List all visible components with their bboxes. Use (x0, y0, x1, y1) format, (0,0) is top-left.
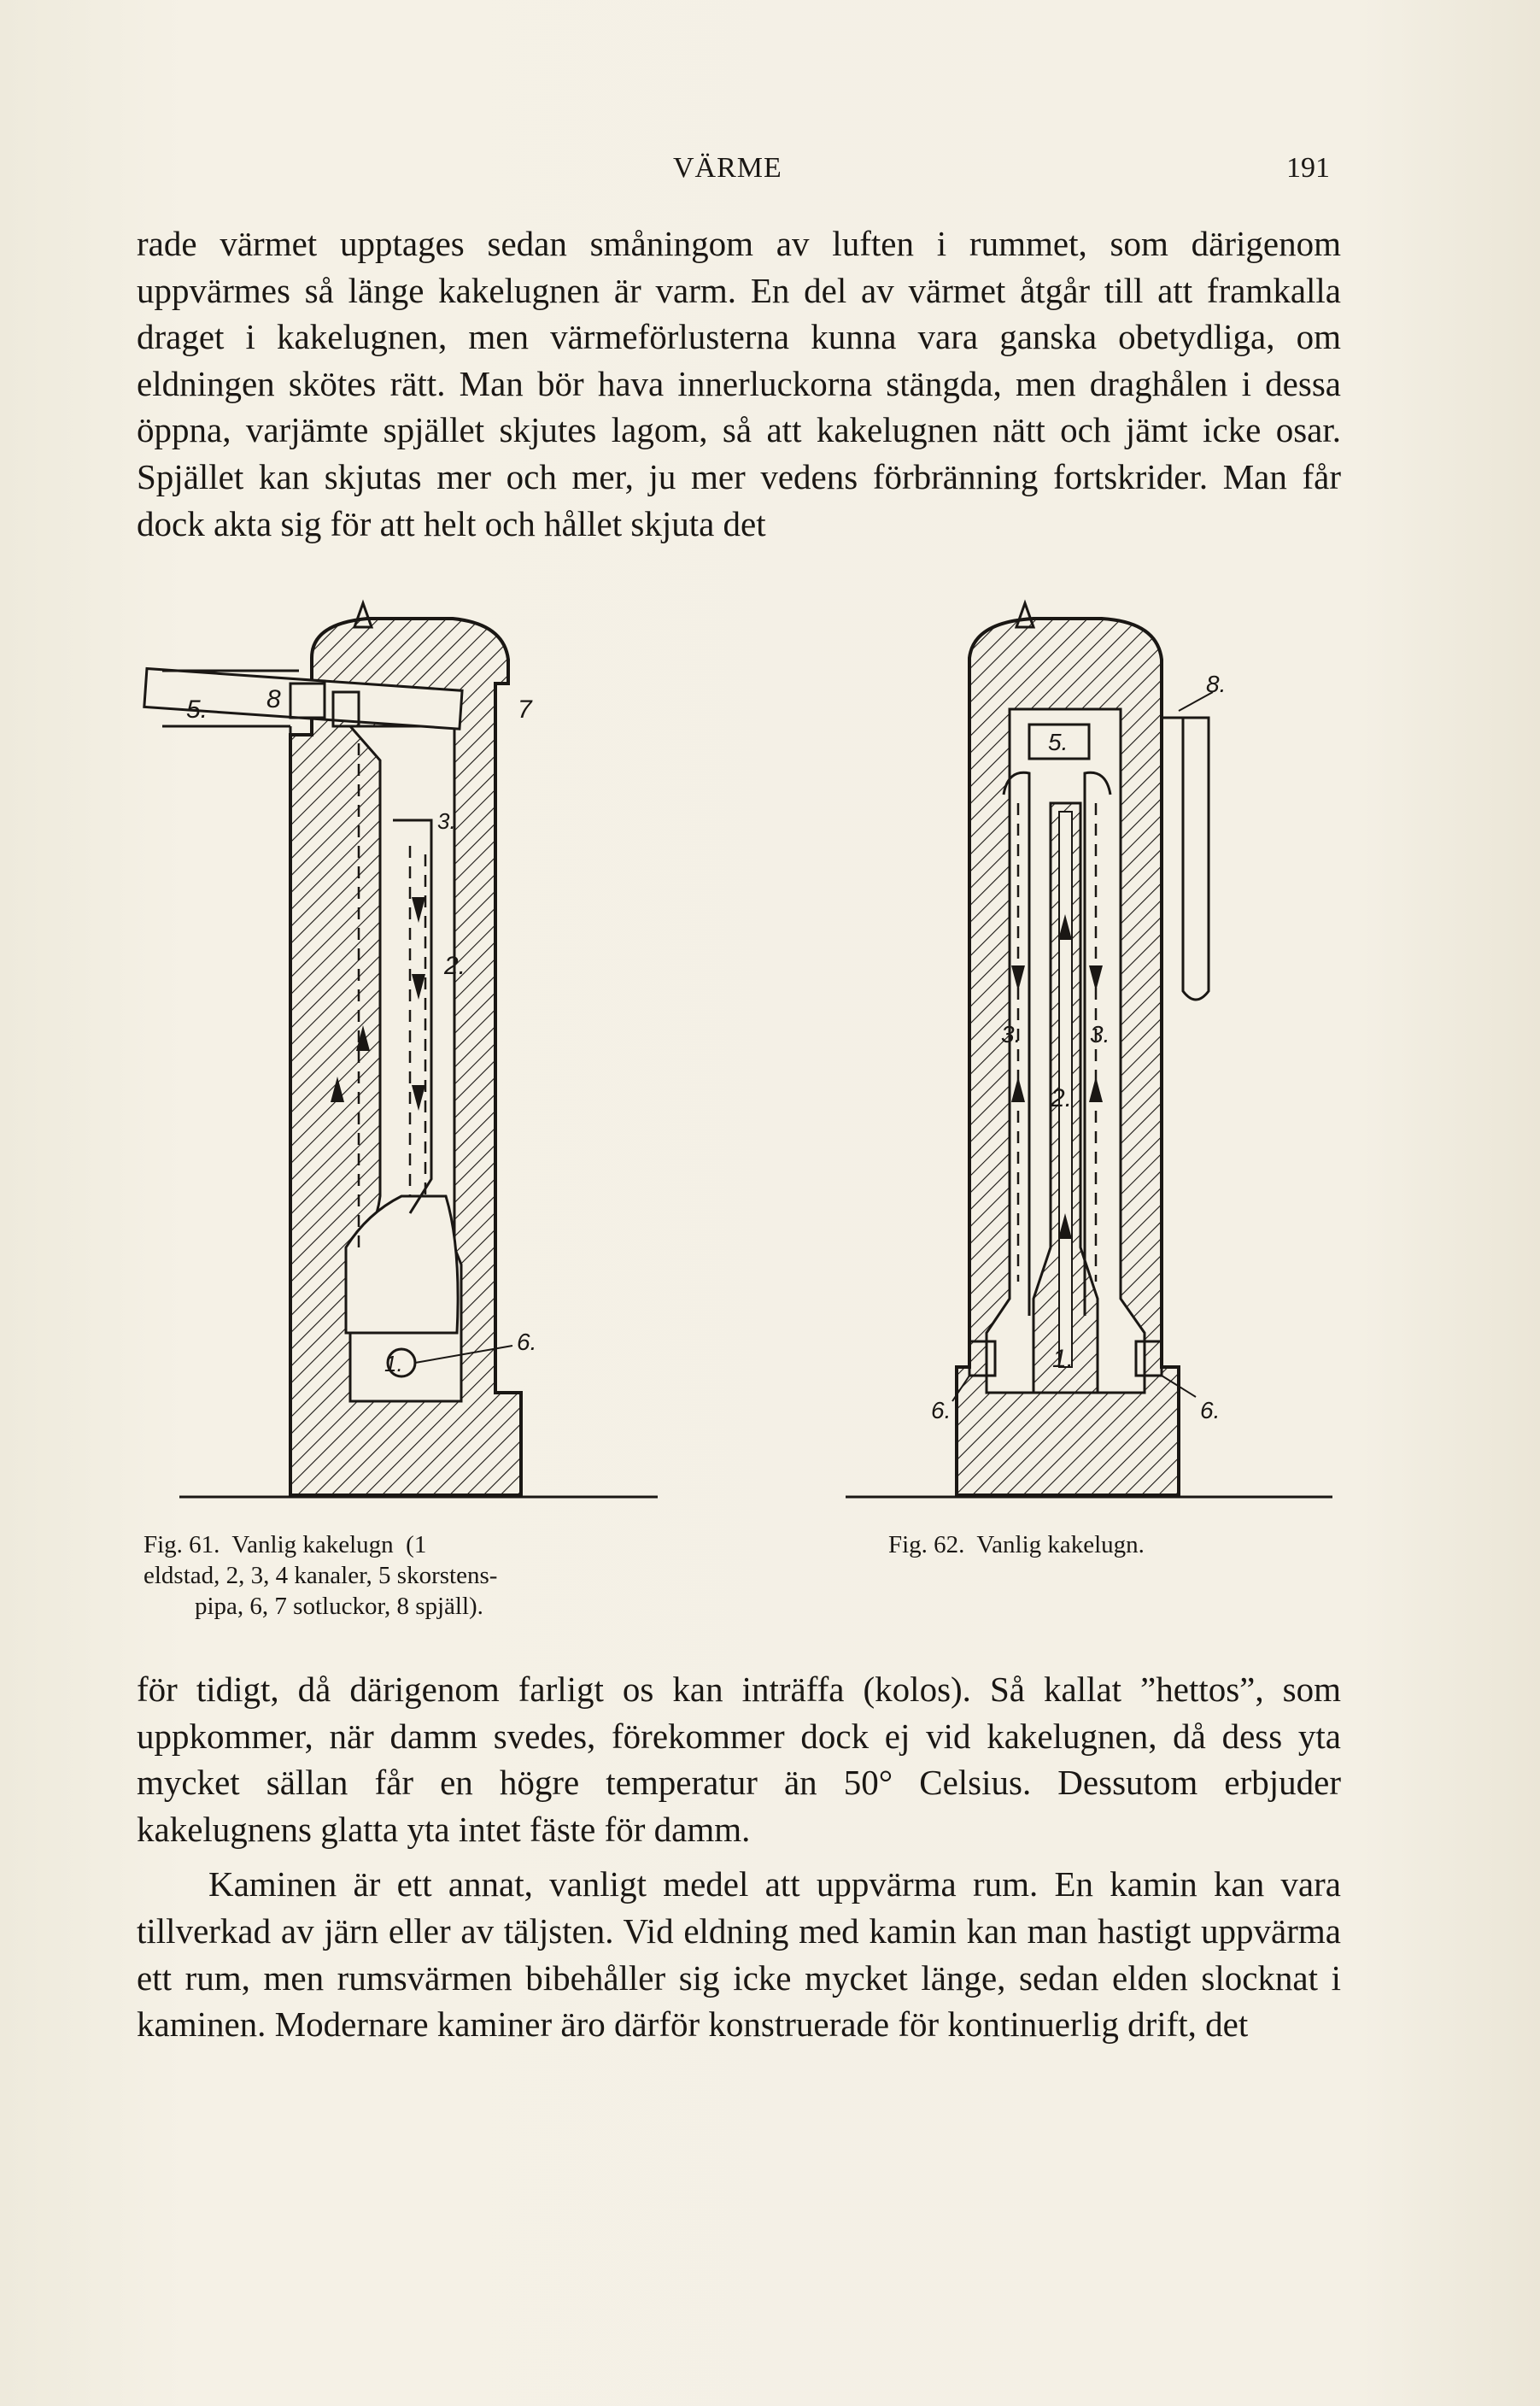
fig61-label-1: 1. (384, 1351, 403, 1376)
figure-62-drawing (820, 598, 1350, 1512)
running-title: VÄRME (673, 152, 782, 184)
running-head (0, 152, 1540, 195)
fig62-label-6-right: 6. (1200, 1397, 1221, 1423)
fig61-label-2: 2. (444, 952, 466, 980)
caption-line: Fig. 62. Vanlig kakelugn. (888, 1531, 1145, 1558)
fig62-label-3-right: 3. (1090, 1021, 1110, 1047)
text-block-bottom (137, 1666, 1341, 2048)
figure-62-caption (888, 1529, 1350, 1560)
figure-61-drawing (128, 598, 675, 1512)
fig61-label-3: 3. (437, 808, 456, 834)
caption-line: Fig. 61. Vanlig kakelugn (1 (143, 1531, 427, 1558)
paragraph: för tidigt, då därigenom farligt os kan inträffa (kolos). Så kallat ”hettos”, som uppkommer, när damm svedes, förekommer dock ej vid kakelugnen, då dess yta mycket sällan får en högre temperatur än 50° Celsius. Dessutom erbjuder kakelugnens glatta yta intet fäste för damm. (137, 1670, 1341, 1849)
fig61-label-7: 7 (518, 695, 532, 724)
caption-line: pipa, 6, 7 sotluckor, 8 spjäll). (195, 1593, 483, 1620)
paragraph: Kaminen är ett annat, vanligt medel att uppvärma rum. En kamin kan vara tillverkad av järn eller av täljsten. Vid eldning med kamin kan man hastigt uppvärma ett rum, men rumsvärmen bibehåller sig icke mycket länge, sedan elden slocknat i kaminen. Modernare kaminer äro därför konstruerade för kontinuerlig drift, det (137, 1864, 1341, 2045)
figure-62 (820, 598, 1350, 1512)
text-block-top (137, 220, 1341, 547)
figure-61 (128, 598, 675, 1512)
fig62-label-6-left: 6. (931, 1397, 952, 1423)
page-number: 191 (1286, 152, 1330, 184)
fig62-label-2: 2. (1051, 1084, 1073, 1112)
fig61-label-5: 5. (186, 695, 208, 724)
fig62-label-8: 8. (1206, 671, 1227, 697)
fig61-label-8: 8 (266, 685, 281, 713)
figure-61-caption (143, 1529, 690, 1622)
fig62-label-5: 5. (1048, 729, 1069, 755)
caption-line: eldstad, 2, 3, 4 kanaler, 5 skorstens- (143, 1562, 498, 1589)
fig62-label-1: 1. (1052, 1345, 1074, 1373)
fig61-label-6: 6. (517, 1329, 537, 1355)
paragraph: rade värmet upptages sedan småningom av luften i rummet, som därigenom uppvärmes så länge kakelugnen är varm. En del av värmet åtgår till att framkalla draget i kakelugnen, men värmeförlusterna kunna vara ganska obetydliga, om eldningen skötes rätt. Man bör hava innerluckorna stängda, men draghålen i dessa öppna, varjämte spjället skjutes lagom, så att kakelugnen nätt och jämt icke osar. Spjället kan skjutas mer och mer, ju mer vedens förbränning fortskrider. Man får dock akta sig för att helt och hållet skjuta det (137, 224, 1341, 543)
fig62-label-3-left: 3. (1001, 1021, 1022, 1047)
